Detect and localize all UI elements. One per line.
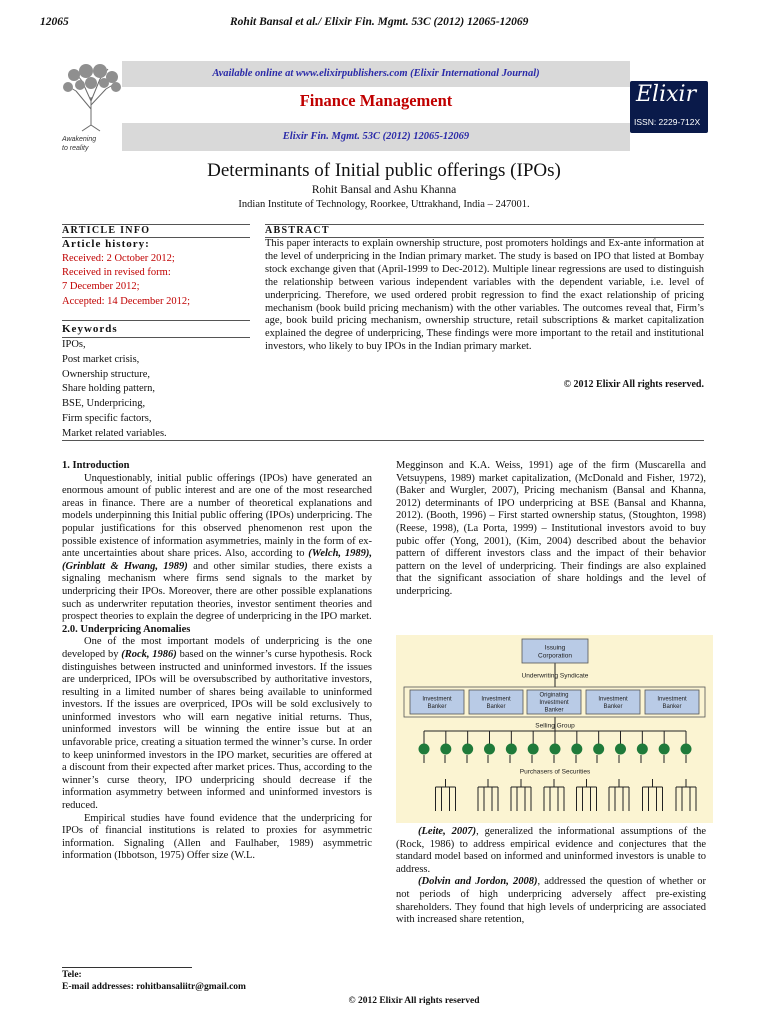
keyword: Post market crisis, [62, 353, 140, 365]
underwriting-structure-figure [396, 635, 713, 823]
availability-text: Available online at www.elixirpublishers.com (Elixir International Journal) [212, 68, 540, 79]
investment-banker-label: Originating [539, 692, 569, 699]
anomalies-paragraph: One of the most important models of underpricing is the one developed by (Rock, 1986) based on the winner’s curse hypothesis. Rock distinguishes between instructed and uninformed investors. If the issues are underpriced, IPOs will be oversubscribed by authoritative investors, resulting in a limited number of shares being available to uninformed investors. If the issues are overpriced, IPOs will be sold exclusively to uninformed investors who will earn negative initial returns. Thus, uninformed investors will be winning the entire issue but at an unfavorable price, creating a situation termed the winner’s curse. In order to keep uninformed investors in the IPO market, securities are offered at a discount from their expected after market prices. Thus, according to the winner’s curse theory, IPO underpricing should decrease if the information asymmetry between informed and uninformed investors is reduced. [62, 636, 372, 812]
leite-paragraph: (Leite, 2007), generalized the informational assumptions of the (Rock, 1986) to address empirical evidence and conjectures that the standard model based on informed and uninformed investors is unable to address. [396, 826, 706, 875]
abstract-text: This paper interacts to explain ownership structure, post promoters holdings and Ex-ante information at the level of underpricing in the Indian primary market. The study is based on IPO that listed at Bombay stock exchange given that (April-1999 to Dec-2012). Multiple linear regressions are used to distinguish the relationship between various independent variables with the dependent variable, i.e. level of underpricing. Therefore, we used ordered probit regression to find the exact relationship of pricing mechanism (book build pricing mechanism) with the other variables. The outcomes reveal that, Firm’s age, book build pricing mechanism, ownership structure, retail subscriptions & market capitalization explained the degree of underpricing, These findings were more important to the retail and institutional investors, who likely to buy IPOs in the Indian primary market. [265, 238, 704, 353]
intro-heading: 1. Introduction [62, 460, 130, 471]
article-info-heading: ARTICLE INFO [62, 225, 151, 236]
journal-masthead [60, 61, 708, 155]
abstract-heading: ABSTRACT [265, 225, 330, 236]
dolvin-citation: (Dolvin and Jordon, 2008) [418, 876, 538, 888]
syndicate-label: Underwriting Syndicate [521, 672, 589, 680]
svg-text:to reality: to reality [62, 145, 89, 152]
availability-banner [122, 61, 630, 87]
intro-paragraph: Unquestionably, initial public offerings (IPOs) have generated an enormous amount of public interest and are one of the most researched areas in finance. There are a number of theoretical explanations and models underpinning this Initial public offering (IPOs) underpricing. The popular justifications for this observed phenomenon rest upon the possible existence of information asymmetries, mainly in the form of ex-ante uncertainties about share prices. Also, according to (Welch, 1989), (Grinblatt & Hwang, 1989) and other similar studies, there exists a signaling mechanism where firms send signals to the market by underpricing their IPOs. Moreover, there are other possible explanations such as underwriter reputation theories, investor sentiment theories and prospect theories to explain the degree of underpricing in the IPO market. [62, 472, 372, 623]
selling-group-dealer-dot [528, 744, 539, 755]
investment-banker-label: Investment [657, 696, 687, 703]
selling-group-label: Selling Group [535, 722, 575, 730]
journal-name: Finance Management [299, 91, 453, 110]
selling-group-dealer-dot [681, 744, 692, 755]
dolvin-paragraph: (Dolvin and Jordon, 2008), addressed the question of whether or not periods of high underpricing adversely affect pre-existing shareholders. They found that high levels of underpricing are associated with increased share retention, [396, 876, 706, 926]
selling-group-dealer-dot [593, 744, 604, 755]
leite-citation: (Leite, 2007) [418, 826, 477, 837]
footnote-rule [62, 967, 192, 968]
paper-authors: Rohit Bansal and Ashu Khanna [311, 184, 457, 196]
rock-citation: (Rock, 1986) [121, 648, 177, 660]
footer-email: E-mail addresses: rohitbansaliitr@gmail.com [62, 982, 246, 992]
issuing-corporation-label: Corporation [538, 652, 572, 660]
anomalies-heading: 2.0. Underpricing Anomalies [62, 623, 191, 635]
history-item: Received in revised form: [62, 267, 171, 279]
history-item: 7 December 2012; [62, 281, 140, 293]
history-heading: Article history: [62, 238, 150, 250]
keyword: Firm specific factors, [62, 412, 152, 424]
selling-group-dealer-dot [484, 744, 495, 755]
keyword: Ownership structure, [62, 368, 151, 380]
selling-group-dealer-dot [419, 744, 430, 755]
keywords-heading: Keywords [62, 323, 118, 335]
investment-banker-label: Investment [481, 696, 511, 703]
selling-group-dealer-dot [637, 744, 648, 755]
logo-word: Elixir [636, 82, 697, 107]
issue-text: Elixir Fin. Mgmt. 53C (2012) 12065-12069 [282, 131, 470, 142]
selling-group-dealer-dot [506, 744, 517, 755]
abstract-rights: © 2012 Elixir All rights reserved. [563, 379, 704, 390]
paper-title: Determinants of Initial public offerings (IPOs) [207, 160, 561, 181]
selling-group-dealer-dot [615, 744, 626, 755]
keyword: Market related variables. [62, 427, 167, 439]
keywords-list [62, 338, 252, 442]
right-column-bottom [396, 826, 706, 927]
left-column [62, 460, 372, 863]
issuing-corporation-label: Issuing [544, 644, 566, 652]
investment-banker-label: Investment [539, 700, 569, 707]
history-item: Accepted: 14 December 2012; [62, 295, 190, 307]
paper-affiliation: Indian Institute of Technology, Roorkee, Uttrakhand, India – 247001. [238, 199, 530, 210]
rule [62, 440, 704, 441]
issn: ISSN: 2229-712X [634, 117, 701, 127]
selling-group-dealer-dot [659, 744, 670, 755]
selling-group-dealer-dot [440, 744, 451, 755]
running-citation: Rohit Bansal et al./ Elixir Fin. Mgmt. 53C (2012) 12065-12069 [230, 16, 529, 28]
history-list [62, 252, 252, 309]
selling-group-dealer-dot [571, 744, 582, 755]
keyword: BSE, Underpricing, [62, 398, 146, 410]
right-column-top [396, 460, 706, 599]
investment-banker-label: Banker [427, 703, 447, 710]
footer-copyright: © 2012 Elixir All rights reserved [348, 996, 480, 1006]
empirical-paragraph: Empirical studies have found evidence that the underpricing for IPOs of financial institutions is related to proxies for asymmetric information. Signaling (Allen and Faulhaber, 1989) asymmetric information (Ibbotson, 1975) Offer size (W.L. [62, 812, 372, 862]
history-item: Received: 2 October 2012; [62, 253, 175, 264]
rule [265, 224, 704, 225]
investment-banker-label: Investment [422, 696, 452, 703]
footer-tele: Tele: [62, 970, 82, 980]
page-number: 12065 [40, 16, 69, 28]
selling-group-dealer-dot [550, 744, 561, 755]
literature-paragraph: Megginson and K.A. Weiss, 1991) age of the firm (Muscarella and Vetsuypens, 1989) market capitalization, (McDonald and Fisher, 1972), (Baker and Wurgler, 2007), Pricing mechanism (Bansal and Khanna, 2012) determinants of IPO underpricing at BSE (Bansal and Khanna, 2012). (Booth, 1996) – First started ownership status, (Stoughton, 1998) (Reese, 1998), (La Porta, 1999) – Institutional investors avoid to buy pubic offer (Yong, 2001), (Kim, 2004) described about the behavior pattern of different investors class and the impact of their behavior pattern on the level of underpricing. Their findings are also explained that the significant association of share holdings and the level of underpricing. [396, 460, 706, 597]
investment-banker-label: Banker [544, 707, 564, 714]
selling-group-dealer-dot [462, 744, 473, 755]
investment-banker-label: Banker [486, 703, 506, 710]
issue-banner [122, 123, 630, 151]
purchasers-label: Purchasers of Securities [519, 768, 591, 776]
investment-banker-label: Banker [603, 703, 623, 710]
investment-banker-label: Investment [598, 696, 628, 703]
svg-text:Awakening: Awakening [62, 136, 97, 143]
investment-banker-label: Banker [662, 703, 682, 710]
keyword: Share holding pattern, [62, 383, 156, 395]
elixir-logo-icon [630, 81, 708, 133]
keyword: IPOs, [62, 339, 86, 350]
tree-logo-icon [60, 61, 122, 155]
rule [62, 320, 250, 321]
intro-citation: (Welch, 1989), (Grinblatt & Hwang, 1989) [62, 548, 372, 572]
